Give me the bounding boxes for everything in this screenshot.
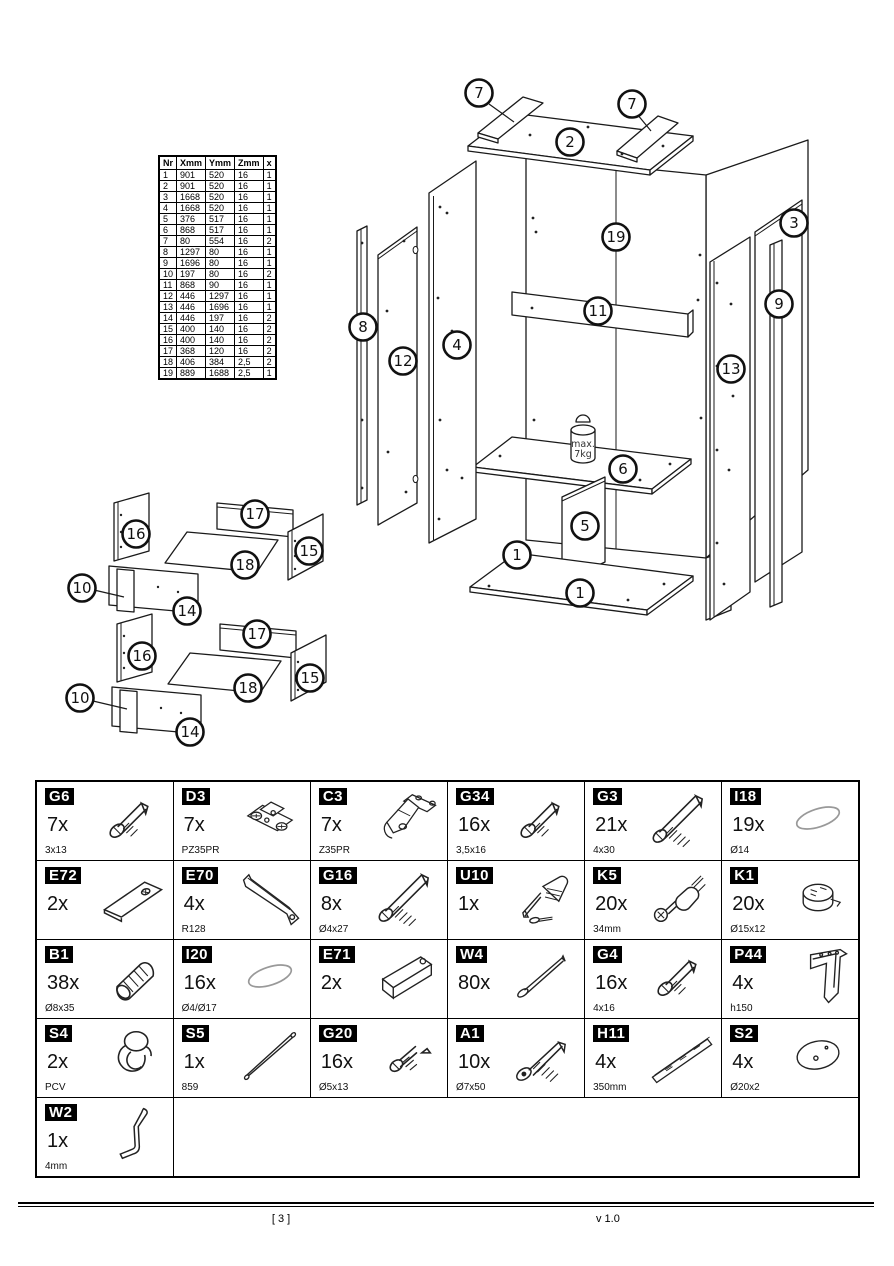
svg-text:5: 5: [580, 517, 590, 536]
svg-text:14: 14: [177, 602, 197, 621]
max-weight-label-2: 7kg: [574, 449, 592, 460]
part-quantity: 38x: [47, 972, 80, 994]
hardware-item-G16: [310, 861, 447, 940]
parts-table-row: 17 368 120 16 2: [159, 346, 276, 357]
callout-14: [177, 719, 204, 746]
svg-text:1: 1: [512, 546, 522, 565]
svg-text:10: 10: [70, 689, 90, 708]
part-strip-8: [357, 226, 367, 505]
part-spec: Z35PR: [318, 845, 350, 856]
callout-3: [781, 210, 808, 237]
parts-table-header: x: [263, 156, 276, 170]
screw-icon: [507, 786, 581, 850]
part-spec: Ø8x35: [45, 1003, 75, 1014]
part-quantity: 1x: [183, 1051, 205, 1073]
part-spec: 34mm: [593, 924, 621, 935]
allen-key-icon: [96, 1102, 170, 1166]
part-code-badge: E70: [182, 867, 218, 884]
hardware-item-E70: [173, 861, 310, 940]
svg-text:2: 2: [565, 133, 575, 152]
parts-table-header: Nr: [159, 156, 177, 170]
hardware-item-E72: [36, 861, 173, 940]
part-quantity: 4x: [732, 972, 754, 994]
part-quantity: 4x: [595, 1051, 617, 1073]
hardware-item-G4: [585, 940, 722, 1019]
callout-10: [69, 575, 96, 602]
parts-table-row: 18 406 384 2,5 2: [159, 357, 276, 368]
part-quantity: 16x: [595, 972, 628, 994]
part-code-badge: I20: [182, 946, 212, 963]
hardware-item-G34: [447, 781, 584, 861]
callout-10: [67, 685, 94, 712]
part-code-badge: B1: [45, 946, 73, 963]
part-code-badge: G6: [45, 788, 74, 805]
hinge-plate-icon: [233, 786, 307, 850]
part-spec: Ø4/Ø17: [181, 1003, 217, 1014]
part-quantity: 19x: [732, 814, 765, 836]
callout-6: [610, 456, 637, 483]
part-code-badge: S2: [730, 1025, 757, 1042]
part-spec: 3x13: [45, 845, 67, 856]
hardware-table: [35, 780, 860, 1178]
part-spec: 3,5x16: [455, 845, 486, 856]
svg-text:15: 15: [299, 542, 319, 561]
cover-cap-icon: [233, 944, 307, 1008]
part-spec: PCV: [45, 1082, 66, 1093]
callout-18: [235, 675, 262, 702]
part-quantity: 80x: [457, 972, 491, 994]
hardware-item-G20: [310, 1019, 447, 1098]
svg-text:9: 9: [774, 295, 784, 314]
part-quantity: 20x: [595, 893, 628, 915]
flat-plate-icon: [96, 865, 170, 929]
parts-table-row: 8 1297 80 16 1: [159, 247, 276, 258]
svg-text:12: 12: [393, 352, 413, 371]
parts-table-row: 1 901 520 16 1: [159, 170, 276, 181]
part-code-badge: S5: [182, 1025, 209, 1042]
parts-table-row: 11 868 90 16 1: [159, 280, 276, 291]
hardware-item-A1: [447, 1019, 584, 1098]
part-code-badge: G16: [319, 867, 357, 884]
callout-13: [718, 356, 745, 383]
part-code-badge: A1: [456, 1025, 484, 1042]
callout-8: [350, 314, 377, 341]
svg-text:14: 14: [180, 723, 200, 742]
footer-page-number: [ 3 ]: [271, 1213, 291, 1225]
parts-table-row: 9 1696 80 16 1: [159, 258, 276, 269]
part-code-badge: W4: [456, 946, 488, 963]
svg-text:13: 13: [721, 360, 741, 379]
part-code-badge: G34: [456, 788, 494, 805]
part-quantity: 10x: [457, 1051, 491, 1073]
part-code-badge: K1: [730, 867, 758, 884]
part-back-panel-19: [526, 157, 706, 558]
part-spec: 4x16: [593, 1003, 615, 1014]
max-weight-label-1: max.: [571, 439, 595, 450]
footer-version: v 1.0: [596, 1213, 620, 1225]
part-code-badge: G4: [593, 946, 622, 963]
cam-lock-icon: [781, 865, 855, 929]
svg-text:3: 3: [789, 214, 799, 233]
hardware-table-row: [36, 861, 859, 940]
svg-text:10: 10: [72, 579, 92, 598]
parts-table-row: 3 1668 520 16 1: [159, 192, 276, 203]
hardware-item-G3: [585, 781, 722, 861]
part-door-13: [710, 237, 750, 620]
part-code-badge: E72: [45, 867, 81, 884]
part-spec: Ø15x12: [730, 924, 766, 935]
callout-1: [504, 542, 531, 569]
callout-12: [390, 348, 417, 375]
hardware-table-row: [36, 940, 859, 1019]
part-code-badge: K5: [593, 867, 621, 884]
part-code-badge: H11: [593, 1025, 629, 1042]
callout-19: [603, 224, 630, 251]
parts-table-row: 10 197 80 16 2: [159, 269, 276, 280]
nail-icon: [507, 944, 581, 1008]
svg-text:1: 1: [575, 584, 585, 603]
part-quantity: 1x: [457, 893, 480, 915]
svg-text:19: 19: [606, 228, 626, 247]
part-quantity: 7x: [47, 814, 69, 836]
svg-text:17: 17: [247, 625, 267, 644]
part-quantity: 8x: [320, 893, 342, 915]
part-code-badge: I18: [730, 788, 760, 805]
part-door-12: [378, 227, 418, 525]
screw-icon: [96, 786, 170, 850]
callout-9: [766, 291, 793, 318]
screw-long-icon: [644, 786, 718, 850]
part-code-badge: S4: [45, 1025, 72, 1042]
hardware-item-S2: [722, 1019, 859, 1098]
parts-table-row: 4 1668 520 16 1: [159, 203, 276, 214]
hardware-item-S5: [173, 1019, 310, 1098]
callout-2: [557, 129, 584, 156]
footer-rule: [18, 1202, 874, 1207]
part-code-badge: W2: [45, 1104, 77, 1121]
part-code-badge: C3: [319, 788, 347, 805]
svg-text:11: 11: [588, 302, 608, 321]
hardware-item-B1: [36, 940, 173, 1019]
hardware-empty-cell: [173, 1098, 859, 1178]
hardware-item-S4: [36, 1019, 173, 1098]
callout-7: [619, 91, 646, 118]
bracket-rail-icon: [233, 865, 307, 929]
svg-text:8: 8: [358, 318, 368, 337]
exploded-assembly-diagram: [30, 55, 870, 775]
euro-screw-icon: [370, 1023, 444, 1087]
part-quantity: 7x: [183, 814, 205, 836]
hardware-table-row: [36, 781, 859, 861]
part-spec: PZ35PR: [181, 845, 220, 856]
callout-1: [567, 580, 594, 607]
part-quantity: 2x: [47, 893, 69, 915]
part-code-badge: G20: [319, 1025, 357, 1042]
hook-icon: [96, 1023, 170, 1087]
callout-17: [242, 501, 269, 528]
angle-bracket-icon: [370, 944, 444, 1008]
svg-text:7: 7: [474, 84, 484, 103]
callout-17: [244, 621, 271, 648]
part-spec: 4x30: [593, 845, 615, 856]
parts-table-row: 6 868 517 16 1: [159, 225, 276, 236]
part-code-badge: E71: [319, 946, 355, 963]
callout-15: [296, 538, 323, 565]
hardware-table-row: [36, 1019, 859, 1098]
callout-16: [123, 521, 150, 548]
svg-text:17: 17: [245, 505, 265, 524]
parts-table-row: 15 400 140 16 2: [159, 324, 276, 335]
callout-4: [444, 332, 471, 359]
part-quantity: 16x: [183, 972, 216, 994]
screw-long-icon: [370, 865, 444, 929]
callout-7: [466, 80, 493, 107]
part-spec: 350mm: [593, 1082, 627, 1093]
parts-table-row: 7 80 554 16 2: [159, 236, 276, 247]
hinge-arm-icon: [370, 786, 444, 850]
hardware-item-K1: [722, 861, 859, 940]
cam-bolt-icon: [644, 865, 718, 929]
wardrobe-carcass: [109, 97, 808, 734]
part-spec: 859: [181, 1082, 199, 1093]
part-spec: Ø14: [730, 845, 750, 856]
hardware-item-U10: [447, 861, 584, 940]
wall-anchor-icon: [507, 865, 581, 929]
part-spec: R128: [181, 924, 206, 935]
svg-text:15: 15: [300, 669, 320, 688]
part-code-badge: G3: [593, 788, 622, 805]
svg-text:4: 4: [452, 336, 462, 355]
part-spec: Ø20x2: [730, 1082, 760, 1093]
hardware-item-C3: [310, 781, 447, 861]
drawer-slide-icon: [644, 1023, 718, 1087]
parts-table-row: 19 889 1688 2,5 1: [159, 368, 276, 380]
parts-table-row: 14 446 197 16 2: [159, 313, 276, 324]
part-quantity: 1x: [47, 1130, 69, 1152]
part-code-badge: U10: [456, 867, 493, 884]
parts-table-row: 13 446 1696 16 1: [159, 302, 276, 313]
hardware-item-P44: [722, 940, 859, 1019]
confirmat-screw-icon: [507, 1023, 581, 1087]
hardware-table-body: [36, 781, 859, 1177]
hardware-item-H11: [585, 1019, 722, 1098]
part-quantity: 21x: [595, 814, 628, 836]
part-quantity: 2x: [320, 972, 342, 994]
parts-table-row: 5 376 517 16 1: [159, 214, 276, 225]
svg-text:6: 6: [618, 460, 628, 479]
part-code-badge: P44: [730, 946, 766, 963]
hardware-item-W4: [447, 940, 584, 1019]
parts-table-header: Zmm: [235, 156, 264, 170]
part-spec: h150: [730, 1003, 753, 1014]
hardware-item-I20: [173, 940, 310, 1019]
part-spec: Ø7x50: [455, 1082, 486, 1093]
svg-text:18: 18: [235, 556, 255, 575]
disc-icon: [781, 1023, 855, 1087]
svg-text:18: 18: [238, 679, 258, 698]
callout-16: [129, 643, 156, 670]
parts-table-row: 2 901 520 16 1: [159, 181, 276, 192]
drawer-group-2: [112, 614, 326, 734]
part-quantity: 20x: [732, 893, 765, 915]
part-spec: Ø4x27: [318, 924, 349, 935]
cover-cap-icon: [781, 786, 855, 850]
rod-icon: [233, 1023, 307, 1087]
dowel-icon: [96, 944, 170, 1008]
hardware-item-D3: [173, 781, 310, 861]
hardware-item-I18: [722, 781, 859, 861]
svg-text:16: 16: [132, 647, 152, 666]
hardware-item-E71: [310, 940, 447, 1019]
furniture-leg-icon: [781, 944, 855, 1008]
callout-11: [585, 298, 612, 325]
svg-text:16: 16: [126, 525, 146, 544]
hardware-item-W2: [36, 1098, 173, 1178]
part-quantity: 16x: [457, 814, 491, 836]
callout-15: [297, 665, 324, 692]
part-spec: 4mm: [45, 1161, 68, 1172]
svg-text:7: 7: [627, 95, 637, 114]
hardware-item-K5: [585, 861, 722, 940]
part-quantity: 4x: [183, 893, 205, 915]
callout-5: [572, 513, 599, 540]
part-quantity: 7x: [320, 814, 342, 836]
callout-14: [174, 598, 201, 625]
screw-icon: [644, 944, 718, 1008]
part-quantity: 2x: [47, 1051, 69, 1073]
parts-table-header: Xmm: [177, 156, 206, 170]
callout-18: [232, 552, 259, 579]
hardware-item-G6: [36, 781, 173, 861]
part-spec: Ø5x13: [318, 1082, 349, 1093]
drawer-group-1: [109, 493, 323, 613]
part-code-badge: D3: [182, 788, 210, 805]
hardware-table-row: [36, 1098, 859, 1178]
parts-table-header: Ymm: [206, 156, 235, 170]
part-quantity: 4x: [732, 1051, 754, 1073]
parts-table-row: 12 446 1297 16 1: [159, 291, 276, 302]
parts-table-row: 16 400 140 16 2: [159, 335, 276, 346]
part-quantity: 16x: [320, 1051, 354, 1073]
